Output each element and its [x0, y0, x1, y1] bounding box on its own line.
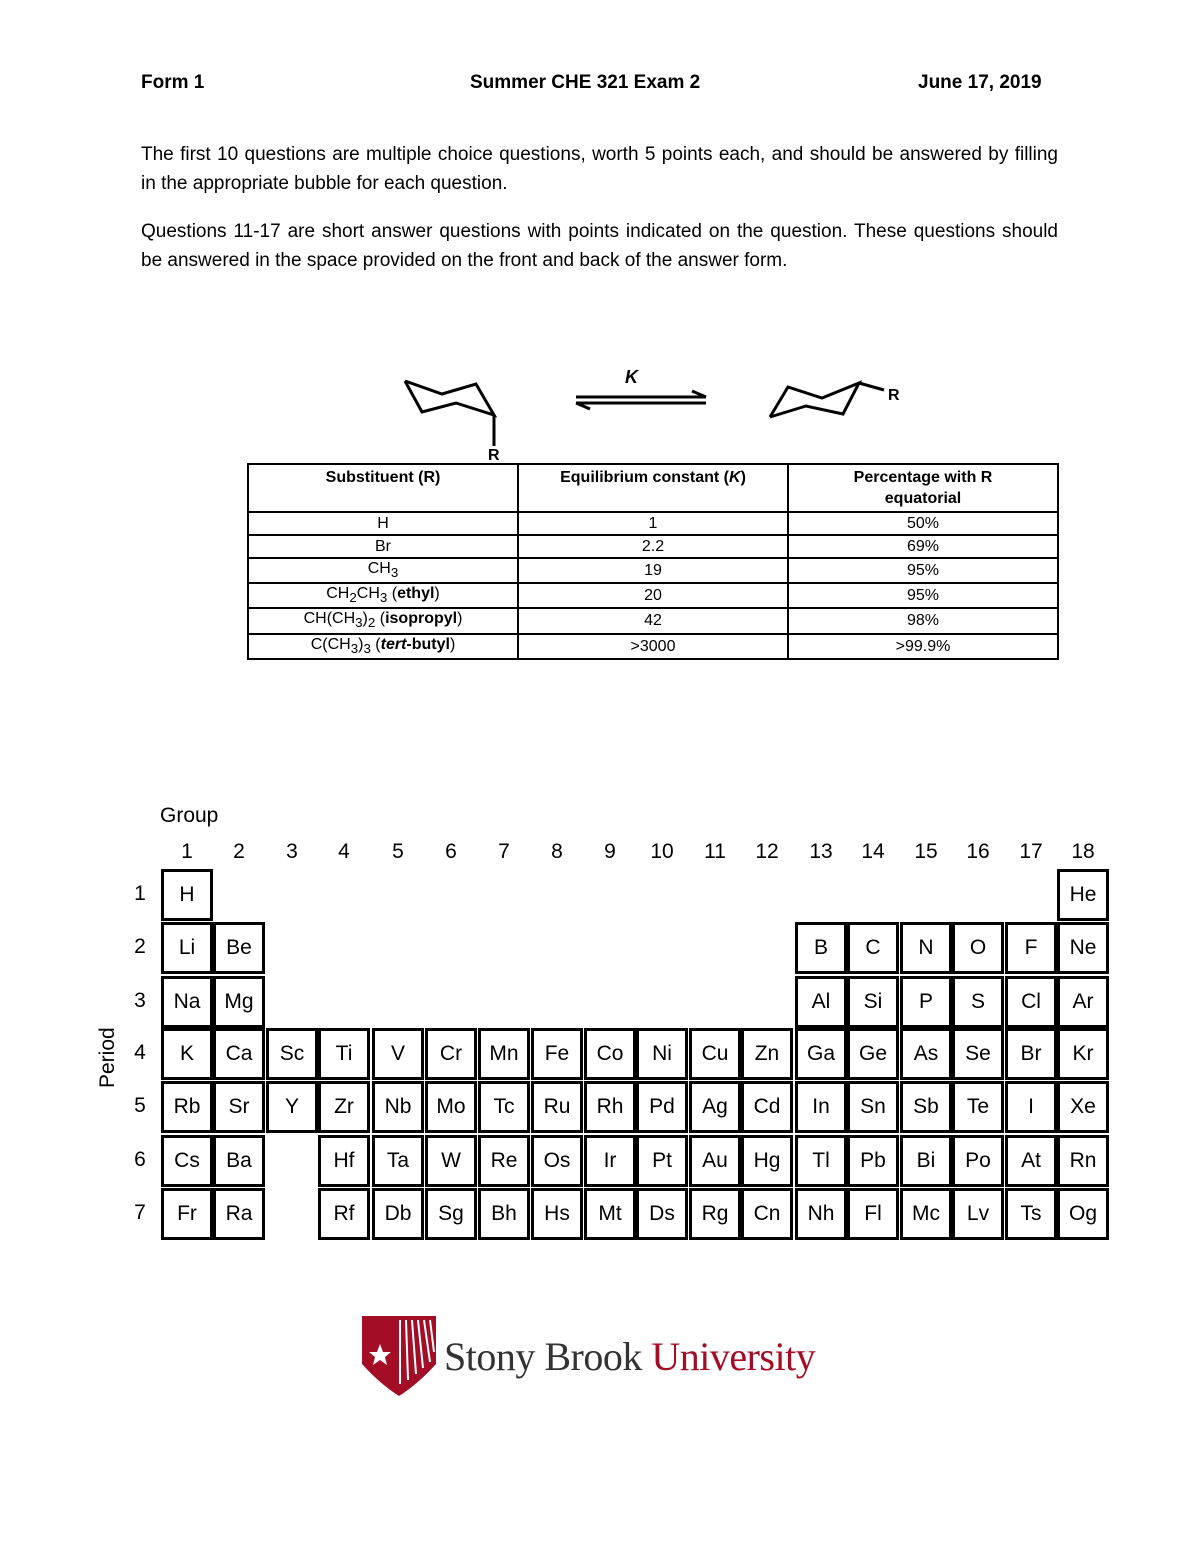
- group-number: 2: [233, 840, 245, 863]
- group-number: 9: [604, 840, 616, 863]
- group-number: 12: [755, 840, 779, 863]
- element-cell: Rg: [689, 1188, 741, 1240]
- cell-substituent: Br: [248, 535, 518, 558]
- period-number: 5: [134, 1094, 146, 1117]
- cell-percentage: 98%: [788, 608, 1058, 633]
- element-cell: Mc: [900, 1188, 952, 1240]
- cell-k: 20: [518, 583, 788, 608]
- element-cell: Sb: [900, 1081, 952, 1133]
- element-cell: Os: [531, 1135, 583, 1187]
- col-substituent: Substituent (R): [248, 464, 518, 512]
- group-number: 6: [445, 840, 457, 863]
- element-cell: Y: [266, 1081, 318, 1133]
- element-cell: Re: [478, 1135, 530, 1187]
- element-cell: Fr: [161, 1188, 213, 1240]
- group-number: 5: [392, 840, 404, 863]
- cell-substituent: $C(CH_3)_3$ (tert-butyl): [248, 634, 518, 659]
- equilibrium-arrows: [576, 391, 706, 409]
- group-number: 7: [498, 840, 510, 863]
- element-cell: Ne: [1057, 922, 1109, 974]
- period-label: Period: [96, 1027, 119, 1088]
- period-number: 4: [134, 1041, 146, 1064]
- element-cell: Og: [1057, 1188, 1109, 1240]
- element-cell: Al: [795, 976, 847, 1028]
- element-cell: Ge: [847, 1028, 899, 1080]
- cell-k: >3000: [518, 634, 788, 659]
- cell-percentage: >99.9%: [788, 634, 1058, 659]
- element-cell: Xe: [1057, 1081, 1109, 1133]
- group-label: Group: [160, 804, 219, 827]
- element-cell: Ts: [1005, 1188, 1057, 1240]
- element-cell: B: [795, 922, 847, 974]
- element-cell: Cd: [741, 1081, 793, 1133]
- element-cell: N: [900, 922, 952, 974]
- table-row: [248, 634, 1058, 659]
- element-cell: P: [900, 976, 952, 1028]
- element-cell: Rn: [1057, 1135, 1109, 1187]
- group-number: 17: [1019, 840, 1043, 863]
- element-cell: Ir: [584, 1135, 636, 1187]
- element-cell: S: [952, 976, 1004, 1028]
- element-cell: He: [1057, 869, 1109, 921]
- element-cell: Tc: [478, 1081, 530, 1133]
- element-cell: Sc: [266, 1028, 318, 1080]
- element-cell: Zr: [318, 1081, 370, 1133]
- element-cell: Ru: [531, 1081, 583, 1133]
- element-cell: Fe: [531, 1028, 583, 1080]
- period-number: 1: [134, 882, 146, 905]
- element-cell: Lv: [952, 1188, 1004, 1240]
- group-number: 16: [966, 840, 990, 863]
- cell-k: 42: [518, 608, 788, 633]
- stony-brook-shield-logo: [360, 1314, 438, 1398]
- university-name-part1: Stony Brook: [444, 1334, 642, 1379]
- instructions-mc: The first 10 questions are multiple choice questions, worth 5 points each, and should be answered by filling in the appropriate bubble for each question.: [141, 144, 1058, 194]
- element-cell: V: [372, 1028, 424, 1080]
- element-cell: Te: [952, 1081, 1004, 1133]
- element-cell: Ti: [318, 1028, 370, 1080]
- element-cell: H: [161, 869, 213, 921]
- table-row: [248, 583, 1058, 608]
- element-cell: F: [1005, 922, 1057, 974]
- cell-substituent: H: [248, 512, 518, 535]
- element-cell: Rb: [161, 1081, 213, 1133]
- cell-substituent: $CH(CH_3)_2$ (isopropyl): [248, 608, 518, 633]
- period-number: 6: [134, 1148, 146, 1171]
- element-cell: Nb: [372, 1081, 424, 1133]
- group-number: 1: [181, 840, 193, 863]
- table-row: [248, 608, 1058, 633]
- element-cell: Cs: [161, 1135, 213, 1187]
- axial-chair: [405, 381, 494, 446]
- element-cell: Nh: [795, 1188, 847, 1240]
- element-cell: I: [1005, 1081, 1057, 1133]
- element-cell: Bh: [478, 1188, 530, 1240]
- element-cell: Sr: [213, 1081, 265, 1133]
- element-cell: Cn: [741, 1188, 793, 1240]
- cell-percentage: 95%: [788, 558, 1058, 583]
- element-cell: Kr: [1057, 1028, 1109, 1080]
- period-number: 7: [134, 1201, 146, 1224]
- element-cell: Tl: [795, 1135, 847, 1187]
- element-cell: Be: [213, 922, 265, 974]
- group-number: 3: [286, 840, 298, 863]
- element-cell: Rf: [318, 1188, 370, 1240]
- element-cell: Si: [847, 976, 899, 1028]
- element-cell: Mt: [584, 1188, 636, 1240]
- cell-percentage: 95%: [788, 583, 1058, 608]
- university-name-part2: University: [651, 1334, 816, 1379]
- element-cell: Rh: [584, 1081, 636, 1133]
- element-cell: Fl: [847, 1188, 899, 1240]
- col-percentage: Percentage with R equatorial: [788, 464, 1058, 512]
- element-cell: Hf: [318, 1135, 370, 1187]
- cell-percentage: 69%: [788, 535, 1058, 558]
- form-label: Form 1: [141, 72, 205, 93]
- element-cell: Cr: [425, 1028, 477, 1080]
- equilibrium-table: [247, 463, 1059, 660]
- group-number: 4: [338, 840, 350, 863]
- element-cell: Ra: [213, 1188, 265, 1240]
- r-equatorial-label: R: [888, 387, 900, 404]
- instructions-short-answer: Questions 11-17 are short answer questions with points indicated on the question. These questions should be answered in the space provided on the front and back of the answer form.: [141, 221, 1058, 271]
- element-cell: Cl: [1005, 976, 1057, 1028]
- element-cell: Pt: [636, 1135, 688, 1187]
- element-cell: Au: [689, 1135, 741, 1187]
- element-cell: Co: [584, 1028, 636, 1080]
- element-cell: Br: [1005, 1028, 1057, 1080]
- r-axial-label: R: [488, 447, 500, 462]
- element-cell: Ds: [636, 1188, 688, 1240]
- element-cell: Bi: [900, 1135, 952, 1187]
- element-cell: O: [952, 922, 1004, 974]
- k-label: K: [625, 367, 638, 387]
- element-cell: As: [900, 1028, 952, 1080]
- element-cell: Ca: [213, 1028, 265, 1080]
- element-cell: W: [425, 1135, 477, 1187]
- element-cell: Sn: [847, 1081, 899, 1133]
- period-number: 3: [134, 989, 146, 1012]
- cell-percentage: 50%: [788, 512, 1058, 535]
- group-number: 13: [809, 840, 833, 863]
- group-number: 11: [704, 840, 726, 863]
- university-name: [444, 1333, 815, 1380]
- group-number: 15: [914, 840, 938, 863]
- group-number: 8: [551, 840, 563, 863]
- group-number: 14: [861, 840, 885, 863]
- element-cell: Ni: [636, 1028, 688, 1080]
- cell-k: 19: [518, 558, 788, 583]
- cell-substituent: $CH_2CH_3$ (ethyl): [248, 583, 518, 608]
- element-cell: Zn: [741, 1028, 793, 1080]
- cell-k: 1: [518, 512, 788, 535]
- equatorial-chair: [770, 383, 884, 417]
- element-cell: K: [161, 1028, 213, 1080]
- element-cell: Li: [161, 922, 213, 974]
- group-number: 18: [1071, 840, 1095, 863]
- element-cell: Db: [372, 1188, 424, 1240]
- element-cell: Ba: [213, 1135, 265, 1187]
- element-cell: Pb: [847, 1135, 899, 1187]
- element-cell: C: [847, 922, 899, 974]
- element-cell: Mo: [425, 1081, 477, 1133]
- element-cell: Sg: [425, 1188, 477, 1240]
- col-equilibrium-constant: Equilibrium constant (K): [518, 464, 788, 512]
- table-row: [248, 535, 1058, 558]
- element-cell: Hg: [741, 1135, 793, 1187]
- exam-date: June 17, 2019: [918, 72, 1042, 93]
- table-row: [248, 558, 1058, 583]
- element-cell: Ga: [795, 1028, 847, 1080]
- element-cell: Ta: [372, 1135, 424, 1187]
- element-cell: At: [1005, 1135, 1057, 1187]
- group-number: 10: [650, 840, 674, 863]
- element-cell: Pd: [636, 1081, 688, 1133]
- element-cell: Hs: [531, 1188, 583, 1240]
- cell-substituent: $CH_3$: [248, 558, 518, 583]
- element-cell: Na: [161, 976, 213, 1028]
- exam-title: Summer CHE 321 Exam 2: [470, 72, 701, 93]
- element-cell: Cu: [689, 1028, 741, 1080]
- element-cell: Ar: [1057, 976, 1109, 1028]
- element-cell: Se: [952, 1028, 1004, 1080]
- table-header-row: [248, 464, 1058, 512]
- element-cell: Mn: [478, 1028, 530, 1080]
- element-cell: Mg: [213, 976, 265, 1028]
- period-number: 2: [134, 935, 146, 958]
- element-cell: Ag: [689, 1081, 741, 1133]
- cyclohexane-equilibrium-diagram: [390, 362, 930, 462]
- cell-k: 2.2: [518, 535, 788, 558]
- element-cell: Po: [952, 1135, 1004, 1187]
- table-row: [248, 512, 1058, 535]
- element-cell: In: [795, 1081, 847, 1133]
